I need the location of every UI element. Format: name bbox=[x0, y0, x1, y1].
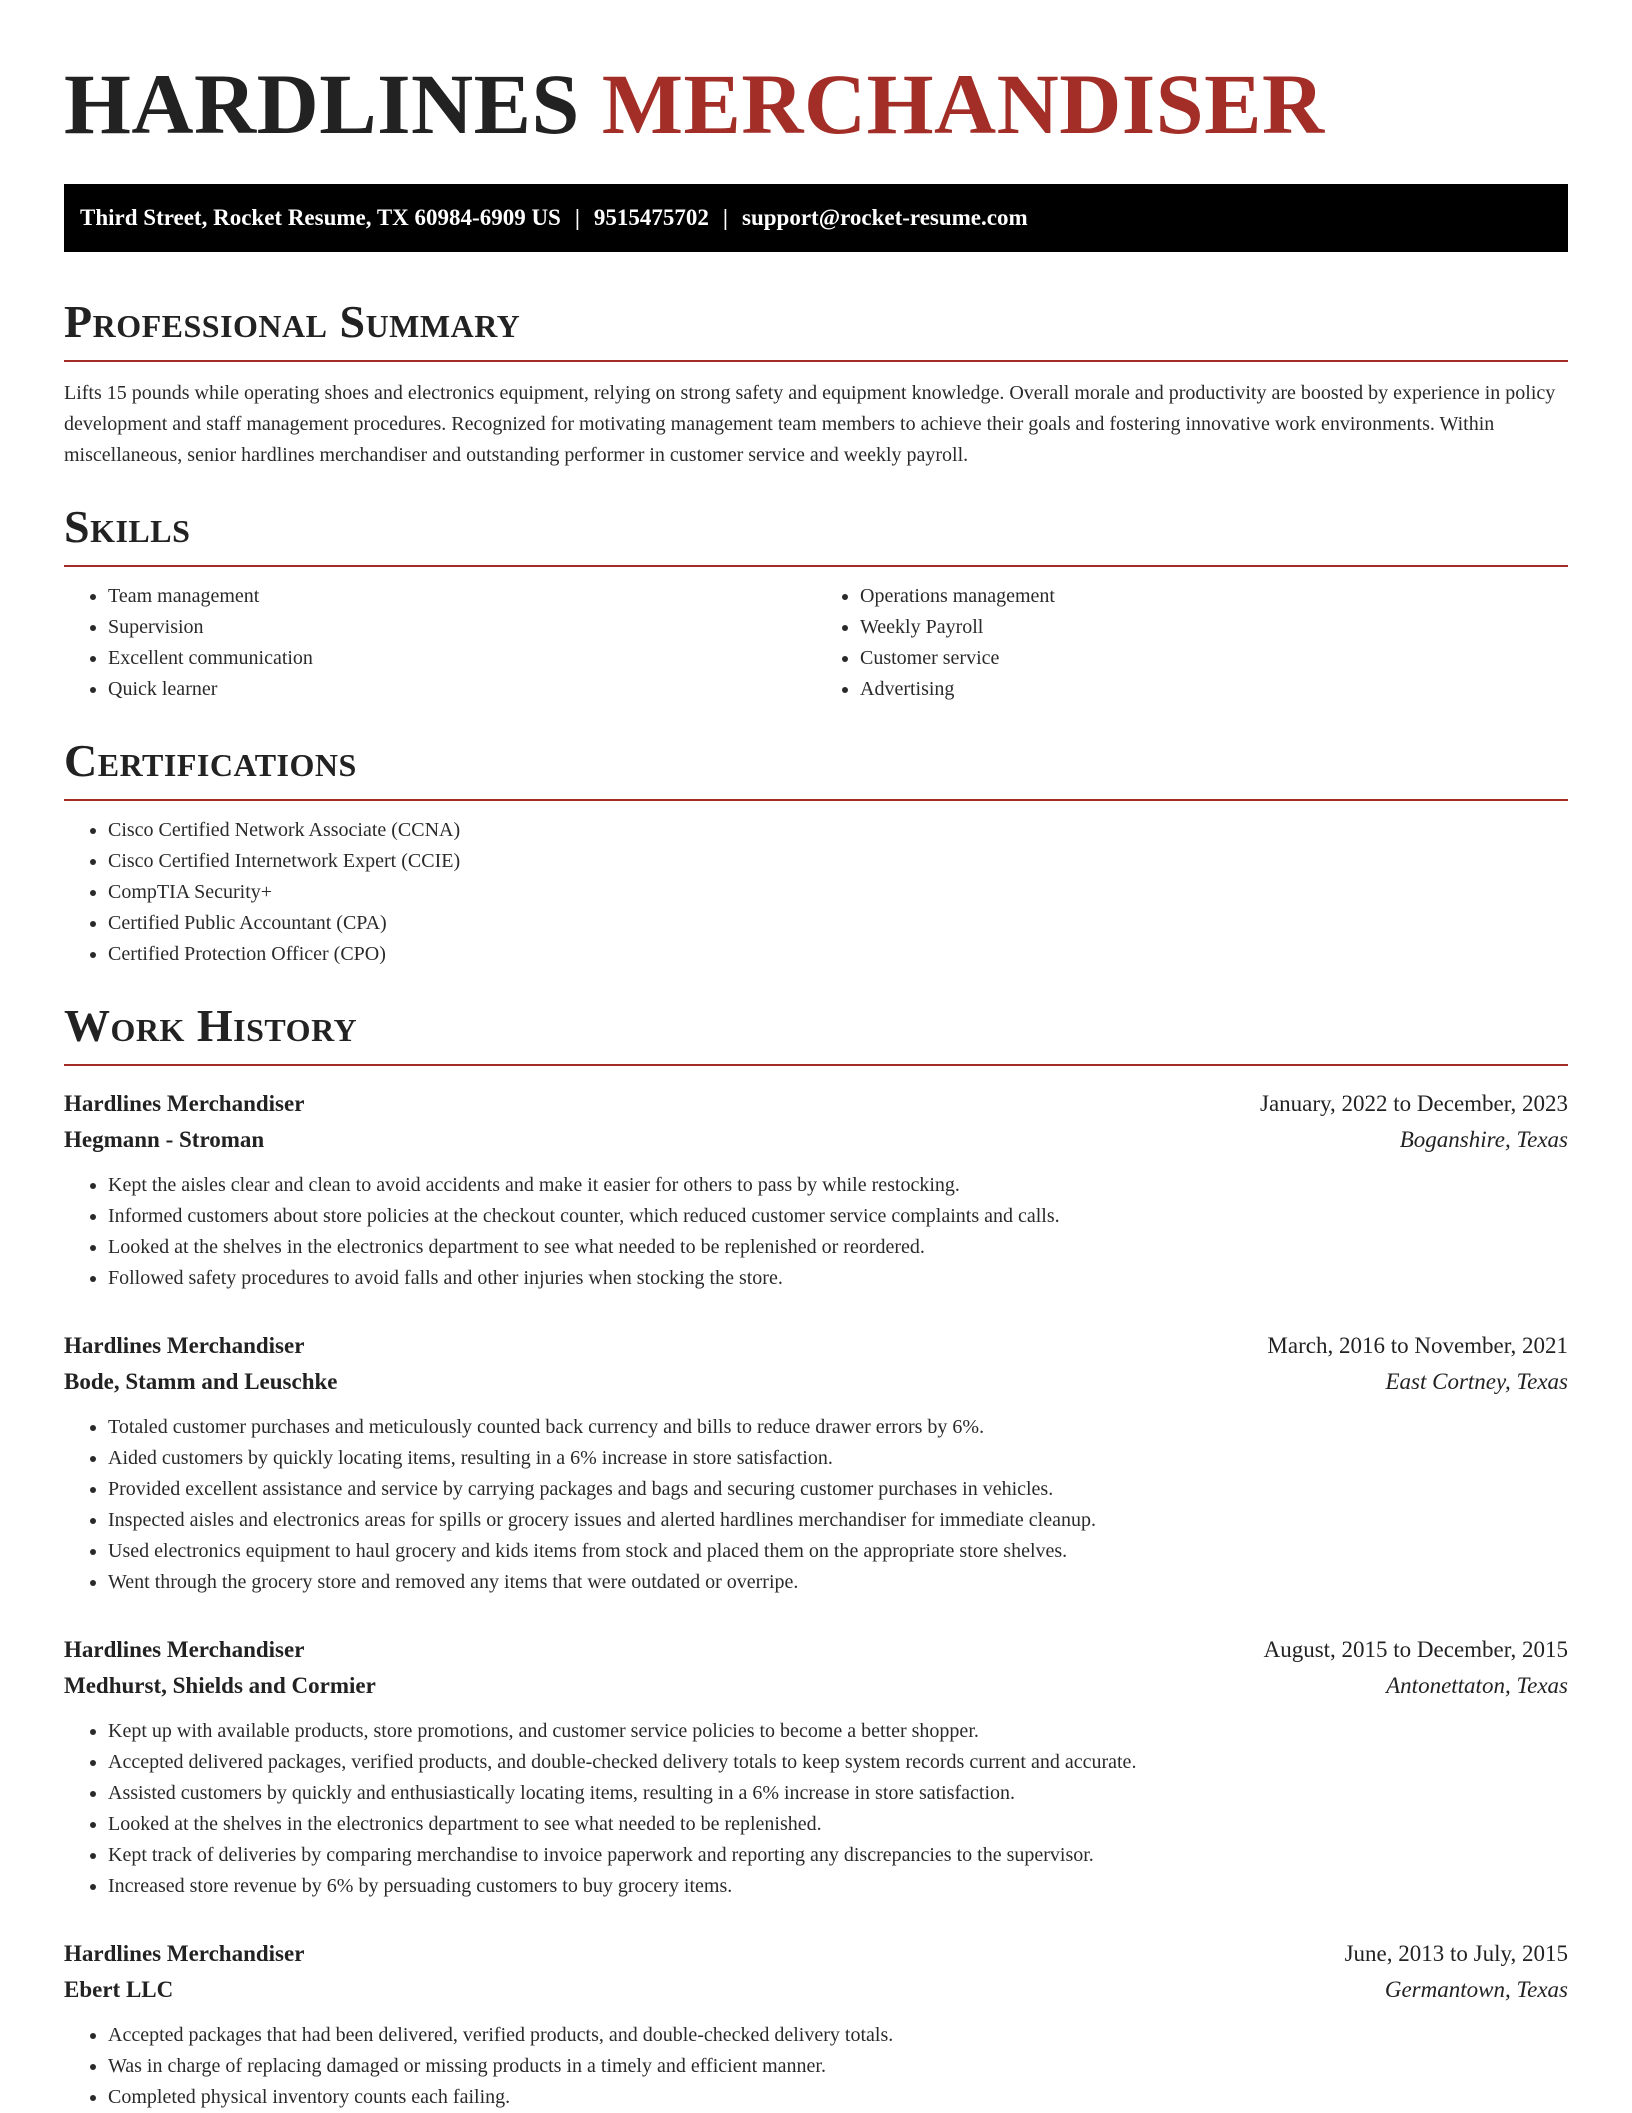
job-subheader-row bbox=[64, 1972, 1568, 2008]
section-title-summary: Professional Summary bbox=[64, 296, 521, 347]
contact-separator: | bbox=[574, 205, 580, 230]
job-bullets bbox=[64, 2020, 1568, 2113]
job-subheader-row bbox=[64, 1122, 1568, 1158]
job-bullet: • Kept the aisles clear and clean to avoid accidents and make it easier for others to pass by while restocking. bbox=[108, 1170, 1568, 1201]
job-title: Hardlines Merchandiser bbox=[64, 1091, 305, 1116]
skills-section bbox=[64, 501, 1568, 705]
certifications-section bbox=[64, 735, 1568, 970]
job-subheader-row bbox=[64, 1364, 1568, 1400]
skills-list-right bbox=[816, 581, 1568, 705]
job-bullet: • Kept track of deliveries by comparing merchandise to invoice paperwork and reporting any discrepancies to the supervisor. bbox=[108, 1840, 1568, 1871]
skill-item: • Excellent communication bbox=[108, 643, 816, 674]
job-bullet: • Used electronics equipment to haul grocery and kids items from stock and placed them on the appropriate store shelves. bbox=[108, 1536, 1568, 1567]
name-first: HARDLINES bbox=[64, 56, 580, 152]
skills-list-left bbox=[64, 581, 816, 705]
job-entry bbox=[64, 1936, 1568, 2113]
section-divider bbox=[64, 799, 1568, 801]
contact-address: Third Street, Rocket Resume, TX 60984-6909 US bbox=[80, 205, 561, 230]
job-company: Ebert LLC bbox=[64, 1977, 174, 2002]
job-entry bbox=[64, 1086, 1568, 1294]
certification-item: • Certified Public Accountant (CPA) bbox=[108, 908, 1568, 939]
certifications-list bbox=[64, 815, 1568, 970]
name-last: MERCHANDISER bbox=[601, 56, 1325, 152]
job-bullets bbox=[64, 1716, 1568, 1902]
skill-item: • Quick learner bbox=[108, 674, 816, 705]
job-location: Antonettaton, Texas bbox=[1386, 1673, 1568, 1698]
job-bullet: • Accepted packages that had been delivered, verified products, and double-checked delivery totals. bbox=[108, 2020, 1568, 2051]
skill-item: • Advertising bbox=[860, 674, 1568, 705]
job-bullet: • Was in charge of replacing damaged or missing products in a timely and efficient manner. bbox=[108, 2051, 1568, 2082]
skill-item: • Operations management bbox=[860, 581, 1568, 612]
skill-item: • Team management bbox=[108, 581, 816, 612]
contact-bar bbox=[64, 184, 1568, 252]
job-bullet: • Inspected aisles and electronics areas for spills or grocery issues and alerted hardlines merchandiser for immediate cleanup. bbox=[108, 1505, 1568, 1536]
skill-item: • Customer service bbox=[860, 643, 1568, 674]
job-company: Medhurst, Shields and Cormier bbox=[64, 1673, 376, 1698]
job-bullet: • Followed safety procedures to avoid falls and other injuries when stocking the store. bbox=[108, 1263, 1568, 1294]
section-divider bbox=[64, 565, 1568, 567]
job-title: Hardlines Merchandiser bbox=[64, 1941, 305, 1966]
job-location: Boganshire, Texas bbox=[1399, 1127, 1568, 1152]
job-bullet: • Assisted customers by quickly and enthusiastically locating items, resulting in a 6% increase in store satisfaction. bbox=[108, 1778, 1568, 1809]
job-bullet: • Increased store revenue by 6% by persuading customers to buy grocery items. bbox=[108, 1871, 1568, 1902]
job-header-row bbox=[64, 1328, 1568, 1364]
certification-item: • Certified Protection Officer (CPO) bbox=[108, 939, 1568, 970]
job-subheader-row bbox=[64, 1668, 1568, 1704]
job-bullet: • Aided customers by quickly locating items, resulting in a 6% increase in store satisfaction. bbox=[108, 1443, 1568, 1474]
job-bullet: • Kept up with available products, store promotions, and customer service policies to become a better shopper. bbox=[108, 1716, 1568, 1747]
job-bullet: • Accepted delivered packages, verified products, and double-checked delivery totals to keep system records current and accurate. bbox=[108, 1747, 1568, 1778]
section-divider bbox=[64, 1064, 1568, 1066]
job-bullet: • Looked at the shelves in the electronics department to see what needed to be replenished. bbox=[108, 1809, 1568, 1840]
job-dates: June, 2013 to July, 2015 bbox=[1344, 1941, 1568, 1966]
summary-section bbox=[64, 296, 1568, 471]
section-title-skills: Skills bbox=[64, 501, 191, 552]
job-entry bbox=[64, 1328, 1568, 1598]
job-header-row bbox=[64, 1632, 1568, 1668]
section-title-work-history: Work History bbox=[64, 1000, 358, 1051]
job-bullets bbox=[64, 1412, 1568, 1598]
job-company: Bode, Stamm and Leuschke bbox=[64, 1369, 338, 1394]
job-bullet: • Completed physical inventory counts each failing. bbox=[108, 2082, 1568, 2113]
job-bullet: • Provided excellent assistance and service by carrying packages and bags and securing customer purchases in vehicles. bbox=[108, 1474, 1568, 1505]
contact-separator: | bbox=[722, 205, 728, 230]
job-dates: January, 2022 to December, 2023 bbox=[1260, 1091, 1568, 1116]
summary-text: Lifts 15 pounds while operating shoes and electronics equipment, relying on strong safety and equipment knowledge. Overall morale and productivity are boosted by experience in policy development and staff management procedures. Recognized for motivating management team members to achieve their goals and fostering innovative work environments. Within miscellaneous, senior hardlines merchandiser and outstanding performer in customer service and weekly payroll. bbox=[64, 382, 1556, 466]
contact-phone: 9515475702 bbox=[593, 205, 709, 230]
job-entry bbox=[64, 1632, 1568, 1902]
resume-name bbox=[64, 58, 1568, 150]
job-dates: August, 2015 to December, 2015 bbox=[1263, 1637, 1568, 1662]
job-title: Hardlines Merchandiser bbox=[64, 1637, 305, 1662]
job-dates: March, 2016 to November, 2021 bbox=[1267, 1333, 1568, 1358]
job-bullet: • Totaled customer purchases and meticulously counted back currency and bills to reduce drawer errors by 6%. bbox=[108, 1412, 1568, 1443]
job-company: Hegmann - Stroman bbox=[64, 1127, 265, 1152]
certification-item: • Cisco Certified Internetwork Expert (CCIE) bbox=[108, 846, 1568, 877]
contact-email: support@rocket-resume.com bbox=[742, 205, 1028, 230]
job-location: East Cortney, Texas bbox=[1385, 1369, 1568, 1394]
skill-item: • Weekly Payroll bbox=[860, 612, 1568, 643]
job-location: Germantown, Texas bbox=[1384, 1977, 1568, 2002]
certification-item: • CompTIA Security+ bbox=[108, 877, 1568, 908]
job-title: Hardlines Merchandiser bbox=[64, 1333, 305, 1358]
job-bullets bbox=[64, 1170, 1568, 1294]
section-divider bbox=[64, 360, 1568, 362]
job-bullet: • Informed customers about store policies at the checkout counter, which reduced customer service complaints and calls. bbox=[108, 1201, 1568, 1232]
skills-grid bbox=[64, 581, 1568, 705]
job-header-row bbox=[64, 1936, 1568, 1972]
job-header-row bbox=[64, 1086, 1568, 1122]
skill-item: • Supervision bbox=[108, 612, 816, 643]
job-bullet: • Went through the grocery store and removed any items that were outdated or overripe. bbox=[108, 1567, 1568, 1598]
section-title-certifications: Certifications bbox=[64, 735, 357, 786]
job-bullet: • Looked at the shelves in the electronics department to see what needed to be replenished or reordered. bbox=[108, 1232, 1568, 1263]
certification-item: • Cisco Certified Network Associate (CCNA) bbox=[108, 815, 1568, 846]
work-history-section bbox=[64, 1000, 1568, 2113]
